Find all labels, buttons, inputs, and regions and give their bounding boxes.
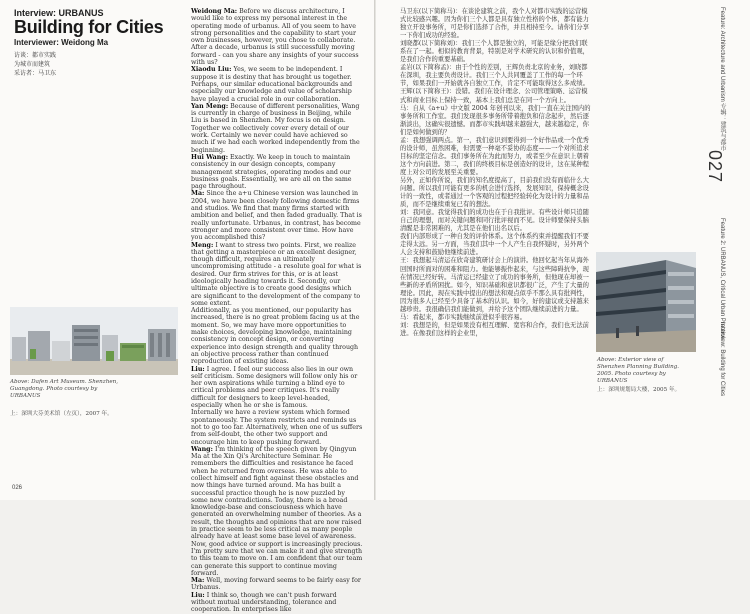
interview-paragraph bbox=[191, 592, 363, 614]
utterance: Before we discuss architecture, I would like to express my personal interest in the operating mode of urbanus. All of you seem to have strong personalities and the capability to start your own businesses, however, you chose to collaborate. After a decade, urbanus is still successfully moving forward - can you share any insights of your success with us? bbox=[191, 8, 359, 67]
byline: Interviewer: Weidong Ma bbox=[14, 38, 109, 47]
utterance: I'm thinking of the speech given by Qingyun Ma at the Xin Qi's Architecture Seminar. He remembers the difficulties and resistance he faced when he returned from overseas. He was able to collect himself and fight against these obstacles and now things have turned around. Ma has built a successful practice though he is now puzzled by some new contradictions. Today, there is a broad knowledge-base and consciousness which have generated an overwhelming number of theories. As a result, the thoughts and opinions that are now raised in practice seem to be less critical as many people already have at least some base level of awareness. Now, good advice or support is increasingly precious. I'm pretty sure that we can make it and give strength to this team to move on. I am confident that our team can generate this support to continue moving forward. bbox=[191, 445, 363, 577]
speaker: Wang: bbox=[191, 445, 213, 453]
interview-paragraph: 刘晓都(以下简称刘)：我们三个人都是独立的，可能是缘分把我们联系在了一起。相似的教育背景，特别是对学术研究的认识和价值观，是我们合作的重要基础。 bbox=[400, 40, 589, 64]
interview-paragraph: 马卫东(以下简称马)：在谈论建筑之前，我个人对都市实践的运营模式比较感兴趣。因为你们三个人都是具有独立性格的个体，都有能力独立开设事务所，可是你们选择了合作，并且相持至今。请你们分享一下你们成功的经验。 bbox=[400, 8, 589, 40]
speaker: Ma: bbox=[191, 577, 205, 585]
interview-paragraph: 另外，正如你所说，我们的知名度提高了，目前我们没有面临什么大问题。所以我们可能有更多的机会进行选择，发展知识，保持概念设计的一致性，或者通过一个客观的过程把经验转化为设计的力量和品质，而不是继续重复已有的想法。 bbox=[400, 176, 589, 209]
sidebar-section-title: Feature: Architecture and Urbanism 专辑：建筑与都市 bbox=[719, 7, 725, 152]
interview-paragraph: 王：我想起马清运在欣奇建筑研讨会上的演讲。他回忆起当年从海外回国时所面对的困难和阻力。他能够振作起来，与这些障碍抗争，现在情况已经好转。马清运已经建立了成功的事务所，但他现在却被一些新的矛盾所困扰。如今，知识基础和意识都很广泛，产生了大量的理论。因此，现在实践中提出的想法和观点似乎不那么具有批判性，因为很多人已经至少具备了基本的认识。如今，好的建议或支持越来越珍贵。我很确信我们能做到，并给予这个团队继续前进的力量。 bbox=[400, 257, 589, 313]
english-interview-text bbox=[191, 8, 363, 614]
photo-caption: Above: Exterior view of Shenzhen Planning Building. 2005. Photo courtesy by URBANUS bbox=[597, 357, 680, 384]
interview-paragraph: 王辉(以下简称王)：没错。我们在设计理念、公司管理策略、运营模式和商业目标上保持一致，基本上我们总是在同一个方向上。 bbox=[400, 88, 588, 104]
interview-paragraph bbox=[191, 8, 363, 66]
credit-line: 为城市而建筑 bbox=[14, 61, 51, 68]
interview-paragraph bbox=[191, 446, 363, 577]
sidebar-feature-title: Feature 2: URBANUS, Critical Urban Practice bbox=[719, 218, 725, 340]
utterance: Because of different personalities, Wang is currently in charge of business in Beijing, while Liu is based in Shenzhen. My focus is on design. Together we collectively cover every detail of our work. Certainly we never could have achieved so much if we had each worked independently from the beginning. bbox=[191, 102, 360, 154]
photo-caption-chinese: 上：深圳大芬美术馆（左页），2007 年。 bbox=[10, 411, 113, 417]
utterance: I want to stress two points. First, we realize that getting a masterpiece or an excellent designer, though difficult, requires an ultimately uncompromising attitude - a resolute goal for what is desired. Our firm strives for this, or is at least ideologically heading towards it. Secondly, our ultimate objective is to create good designs which are significant to the development of the company to some extent. bbox=[191, 241, 362, 307]
speaker: Weidong Ma: bbox=[191, 8, 238, 15]
interview-paragraph bbox=[191, 190, 363, 241]
utterance: I agree. I feel our success also lies in our own self criticism. Some designers will follow only his or her own aspirations while turning a blind eye to critical problems and peer critiques. It's really difficult for designers to keep level-headed, especially when he or she is famous. bbox=[191, 365, 358, 410]
interview-paragraph bbox=[191, 66, 363, 102]
interview-paragraph: 马：自从《a+u》中文版 2004 年创刊以来，我们一直在关注国内的事务所和工作室。我们发现很多事务所带着抱负和信念起步，然后逐渐淡出，这确实很遗憾。而都市实践却越来越强大，越来越稳定，你们是如何做到的？ bbox=[400, 104, 591, 136]
interview-label: Interview: URBANUS bbox=[14, 8, 104, 18]
sidebar-interview-title: Interview: Building for Cities bbox=[719, 322, 725, 397]
right-page bbox=[376, 0, 750, 500]
interview-paragraph: 马：看起来，都市实践继续前进似乎很容易。 bbox=[400, 313, 526, 321]
utterance: I think so, though we can't push forward without mutual understanding, tolerance and cooperation. In enterprises like bbox=[191, 591, 337, 614]
speaker: Xiaodu Liu: bbox=[191, 66, 232, 74]
interview-paragraph bbox=[191, 307, 363, 365]
utterance: Well, moving forward seems to be fairly easy for Urbanus. bbox=[191, 577, 361, 592]
interview-paragraph: 孟：我想强调两点。第一，我们意识到要得到一个好作品或一个优秀的设计师，虽然困难，但需要一种毫不妥协的态度——一个对所追求目标的坚定信念。我们事务所在为此而努力，或者至少在意识上朝着这个方向前进。第二，我们的终极目标是创造好的设计，这在某种程度上对公司的发展至关重要。 bbox=[400, 136, 589, 176]
interview-paragraph bbox=[191, 366, 363, 410]
building-photo-right bbox=[596, 252, 696, 352]
interview-paragraph bbox=[191, 409, 363, 445]
speaker: Ma: bbox=[191, 190, 205, 198]
building-photo-left bbox=[10, 307, 178, 375]
interview-paragraph bbox=[191, 103, 363, 154]
interview-paragraph: 刘：我同意。我觉得我们的成功也在于自我批评。有些设计师只追随自己的理想，而对关键问题和同行批评视而不见。设计师要保持头脑清醒是非常困难的，尤其是在他们出名以后。 bbox=[400, 209, 589, 233]
photo-caption-chinese: 上：深圳规划局大楼，2005 年。 bbox=[597, 387, 681, 393]
credit-line: 采访者：马卫东 bbox=[14, 70, 57, 77]
utterance: Internally we have a review system which formed spontaneously. The system restricts and reminds us not to go too far. Alternatively, when one of us suffers from self-doubt, the other two support and encourage him to keep pushing forward. bbox=[191, 409, 363, 446]
speaker: Hui Wang: bbox=[191, 153, 229, 161]
interview-paragraph bbox=[191, 242, 363, 308]
chinese-interview-text bbox=[400, 8, 592, 492]
left-page bbox=[0, 0, 374, 614]
interview-paragraph bbox=[191, 577, 363, 592]
article-headline: Building for Cities bbox=[14, 17, 164, 37]
folio-left: 026 bbox=[12, 485, 23, 491]
interview-paragraph: 刘：我想是的，但是如果没有相互理解、宽容和合作，我们也无法前进。在像我们这样的企业里， bbox=[400, 321, 589, 337]
chinese-credits bbox=[14, 51, 56, 78]
utterance: Yes, we seem to be independent. I suppose it is destiny that has brought us together. Perhaps, our similar educational backgrounds and especially our knowledge and value of scholarship have played a crucial role in our collaboration. bbox=[191, 66, 353, 103]
speaker: Liu: bbox=[191, 365, 205, 373]
utterance: Exactly. We keep in touch to maintain consistency in our design concepts, company management strategies, operating modes and our business goals. Essentially, we are all on the same page throughout. bbox=[191, 153, 352, 191]
speaker: Meng: bbox=[191, 241, 214, 249]
photo-caption: Above: Dafen Art Museum. Shenzhen, Guangdong. Photo courtesy by URBANUS bbox=[10, 379, 119, 399]
interview-paragraph: 孟岩(以下简称孟)：由于个性的差别，王辉负责北京的业务，刘晓都在深圳，我主要负责设计。我们三个人共同覆盖了工作的每一个环节，如果我们一开始就各自独立工作，肯定不可能取得这么多成绩。 bbox=[400, 64, 589, 88]
utterance: Since the a+u Chinese version was launched in 2004, we have been closely following domestic firms and studios. We find that many firms started with ambition and belief, and then faded gradually. That is really unfortunate. Urbanus, in contrast, has become stronger and more consistent over time. How have you accomplished this? bbox=[191, 190, 362, 242]
interview-paragraph: 我们内部形成了一种自发的评价体系。这个体系约束并提醒我们不要走得太远。另一方面，当我们其中一个人产生自我怀疑时，另外两个人会支持和鼓励他继续前进。 bbox=[400, 233, 589, 257]
utterance: Additionally, as you mentioned, our popularity has increased, there is no great problem facing us at the moment. So, we may have more opportunities to make choices, developing knowledge, maintaining consistency in concept design, or converting experience into design strength and quality through an objective process rather than continued reproduction of existing ideas. bbox=[191, 307, 360, 366]
page-number: 027 bbox=[705, 150, 725, 184]
credit-line: 访谈：都市实践 bbox=[14, 52, 57, 59]
interview-paragraph bbox=[191, 154, 363, 190]
speaker: Liu: bbox=[191, 591, 205, 599]
speaker: Yan Meng: bbox=[191, 102, 229, 110]
